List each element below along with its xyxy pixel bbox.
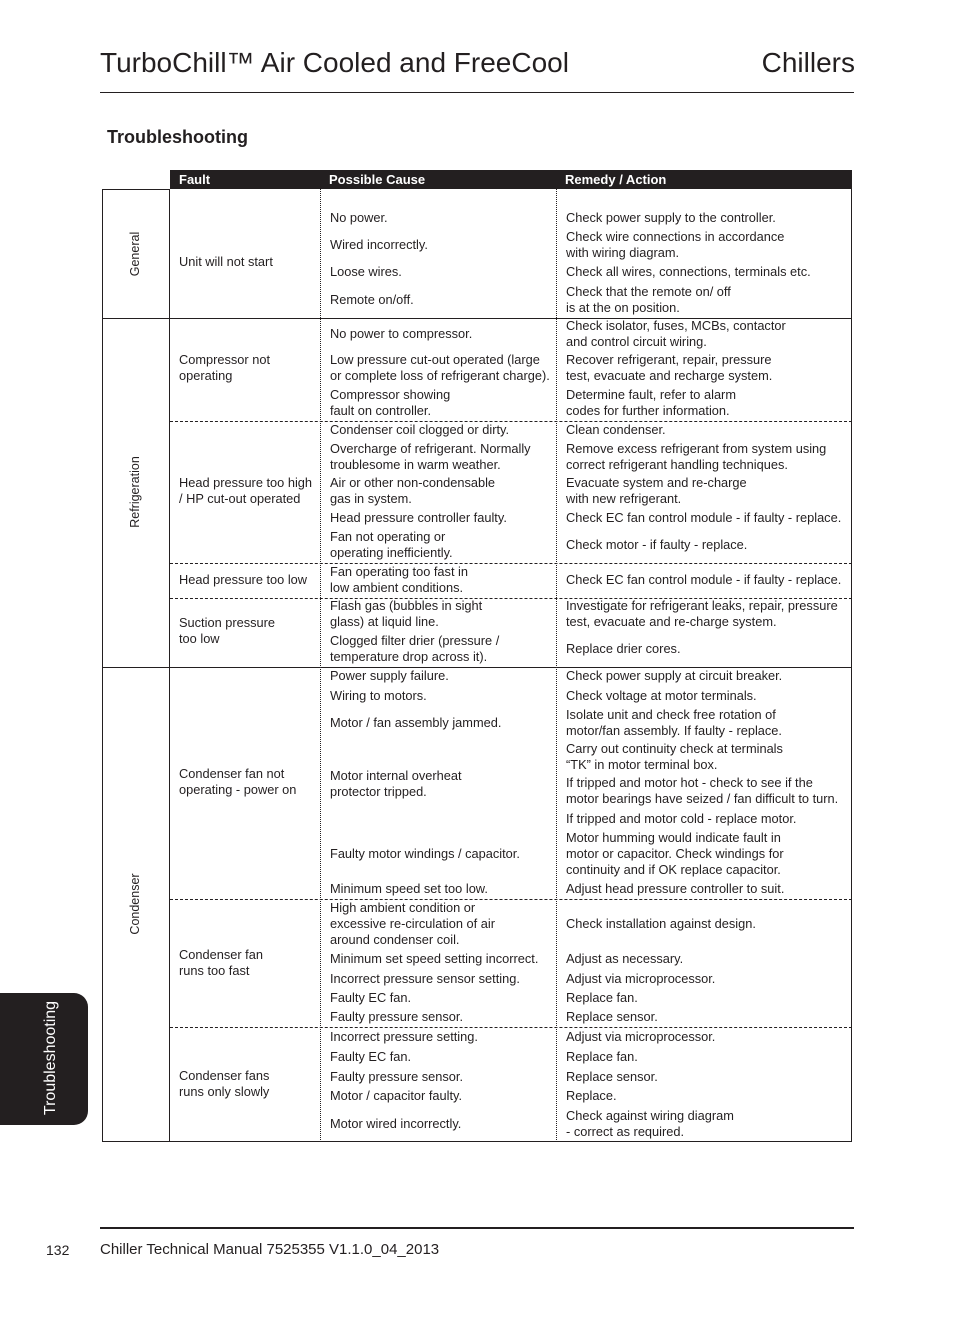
remedy-cell: Replace. — [566, 1088, 617, 1103]
cause-cell: No power. — [330, 210, 388, 225]
cause-cell: Faulty EC fan. — [330, 1049, 412, 1064]
cause-cell: Clogged filter drier (pressure / temperature drop across it). — [330, 633, 500, 664]
category-column-border — [169, 189, 170, 1142]
table-border-right — [851, 189, 852, 1142]
remedy-cell: Check against wiring diagram - correct as required. — [566, 1108, 734, 1139]
fault-cell: Head pressure too high / HP cut-out operated — [179, 475, 313, 506]
remedy-cell: Check power supply to the controller. — [566, 210, 776, 225]
remedy-cell: Adjust as necessary. — [566, 951, 684, 966]
fault-cell: Condenser fan not operating - power on — [179, 766, 297, 797]
cause-cell: Condenser coil clogged or dirty. — [330, 422, 510, 437]
fault-divider — [170, 899, 852, 900]
remedy-cell: Replace fan. — [566, 1049, 638, 1064]
remedy-cell: Carry out continuity check at terminals “TK” in motor terminal box. — [566, 741, 783, 772]
cause-cell: Faulty pressure sensor. — [330, 1009, 464, 1024]
cause-cell: Head pressure controller faulty. — [330, 510, 507, 525]
cause-cell: High ambient condition or excessive re-circulation of air around condenser coil. — [330, 900, 495, 947]
cause-cell: Minimum set speed setting incorrect. — [330, 951, 539, 966]
remedy-cell: Determine fault, refer to alarm codes for further information. — [566, 387, 736, 418]
page-number: 132 — [46, 1242, 70, 1258]
fault-divider — [170, 421, 852, 422]
cause-cell: Air or other non-condensable gas in system. — [330, 475, 496, 506]
remedy-cell: Check that the remote on/ off is at the on position. — [566, 284, 731, 315]
cause-cell: Flash gas (bubbles in sight glass) at liquid line. — [330, 598, 483, 629]
remedy-cell: Check installation against design. — [566, 916, 756, 931]
cause-cell: Minimum speed set too low. — [330, 881, 488, 896]
section-title: Troubleshooting — [107, 127, 248, 147]
header-rule — [100, 92, 854, 93]
fault-cell: Condenser fan runs too fast — [179, 947, 263, 978]
cause-cell: Motor / capacitor faulty. — [330, 1088, 463, 1103]
cause-cell: Faulty EC fan. — [330, 990, 412, 1005]
remedy-cell: Check motor - if faulty - replace. — [566, 537, 748, 552]
column-divider — [556, 189, 557, 1142]
remedy-cell: Check wire connections in accordance with wiring diagram. — [566, 229, 785, 260]
remedy-cell: If tripped and motor hot - check to see if the motor bearings have seized / fan difficult to turn. — [566, 775, 839, 806]
remedy-cell: Adjust via microprocessor. — [566, 971, 716, 986]
cause-cell: Motor / fan assembly jammed. — [330, 715, 502, 730]
remedy-cell: Check EC fan control module - if faulty - replace. — [566, 572, 842, 587]
remedy-cell: Adjust head pressure controller to suit. — [566, 881, 785, 896]
remedy-cell: Evacuate system and re-charge with new refrigerant. — [566, 475, 747, 506]
remedy-cell: Replace drier cores. — [566, 641, 681, 656]
cause-cell: Remote on/off. — [330, 292, 414, 307]
remedy-cell: Investigate for refrigerant leaks, repair, pressure test, evacuate and re-charge system. — [566, 598, 838, 629]
header-remedy: Remedy / Action — [556, 170, 852, 189]
cause-cell: Fan not operating or operating inefficiently. — [330, 529, 453, 560]
table-border-bottom — [102, 1141, 852, 1142]
cause-cell: Faulty motor windings / capacitor. — [330, 846, 520, 861]
cause-cell: Overcharge of refrigerant. Normally troublesome in warm weather. — [330, 441, 531, 472]
remedy-cell: Motor humming would indicate fault in motor or capacitor. Check windings for continuity and if OK replace capacitor. — [566, 830, 784, 877]
cause-cell: Low pressure cut-out operated (large or complete loss of refrigerant charge). — [330, 352, 550, 383]
cause-cell: Motor internal overheat protector tripped. — [330, 768, 462, 799]
side-tab-label: Troubleshooting — [42, 1000, 59, 1116]
fault-cell: Compressor not operating — [179, 352, 271, 383]
cause-cell: Incorrect pressure setting. — [330, 1029, 478, 1044]
header-cause: Possible Cause — [320, 170, 556, 189]
fault-divider — [170, 1027, 852, 1028]
category-general: General — [128, 231, 142, 277]
category-top-border — [102, 189, 170, 190]
remedy-cell: Recover refrigerant, repair, pressure test, evacuate and recharge system. — [566, 352, 773, 383]
fault-cell: Head pressure too low — [179, 572, 308, 587]
remedy-cell: Replace sensor. — [566, 1069, 658, 1084]
remedy-cell: Replace fan. — [566, 990, 638, 1005]
remedy-cell: Replace sensor. — [566, 1009, 658, 1024]
column-divider — [320, 189, 321, 1142]
remedy-cell: Remove excess refrigerant from system using correct refrigerant handling techniques. — [566, 441, 827, 472]
cause-cell: Power supply failure. — [330, 668, 449, 683]
footer-rule — [100, 1227, 854, 1229]
remedy-cell: Adjust via microprocessor. — [566, 1029, 716, 1044]
cause-cell: Wiring to motors. — [330, 688, 427, 703]
cause-cell: Wired incorrectly. — [330, 237, 428, 252]
remedy-cell: Check power supply at circuit breaker. — [566, 668, 783, 683]
footer-doc-ref: Chiller Technical Manual 7525355 V1.1.0_04_2013 — [100, 1241, 440, 1258]
cause-cell: Motor wired incorrectly. — [330, 1116, 462, 1131]
fault-cell: Unit will not start — [179, 254, 273, 269]
cause-cell: Loose wires. — [330, 264, 402, 279]
remedy-cell: Check voltage at motor terminals. — [566, 688, 757, 703]
category-refrigeration: Refrigeration — [128, 456, 142, 528]
remedy-cell: Check isolator, fuses, MCBs, contactor and control circuit wiring. — [566, 318, 786, 349]
table-border-left — [102, 189, 103, 1142]
cause-cell: Faulty pressure sensor. — [330, 1069, 464, 1084]
fault-cell: Suction pressure too low — [179, 615, 276, 646]
page-title: TurboChill™ Air Cooled and FreeCool — [100, 47, 569, 78]
fault-cell: Condenser fans runs only slowly — [179, 1068, 270, 1099]
cause-cell: No power to compressor. — [330, 326, 473, 341]
header-fault: Fault — [170, 170, 320, 189]
cause-cell: Fan operating too fast in low ambient conditions. — [330, 564, 469, 595]
page-category: Chillers — [761, 47, 855, 78]
cause-cell: Incorrect pressure sensor setting. — [330, 971, 520, 986]
remedy-cell: Check EC fan control module - if faulty - replace. — [566, 510, 842, 525]
category-condenser: Condenser — [128, 873, 142, 935]
remedy-cell: If tripped and motor cold - replace motor. — [566, 811, 797, 826]
cause-cell: Compressor showing fault on controller. — [330, 387, 451, 418]
remedy-cell: Isolate unit and check free rotation of motor/fan assembly. If faulty - replace. — [566, 707, 782, 738]
remedy-cell: Check all wires, connections, terminals etc. — [566, 264, 811, 279]
remedy-cell: Clean condenser. — [566, 422, 666, 437]
fault-divider — [170, 563, 852, 564]
